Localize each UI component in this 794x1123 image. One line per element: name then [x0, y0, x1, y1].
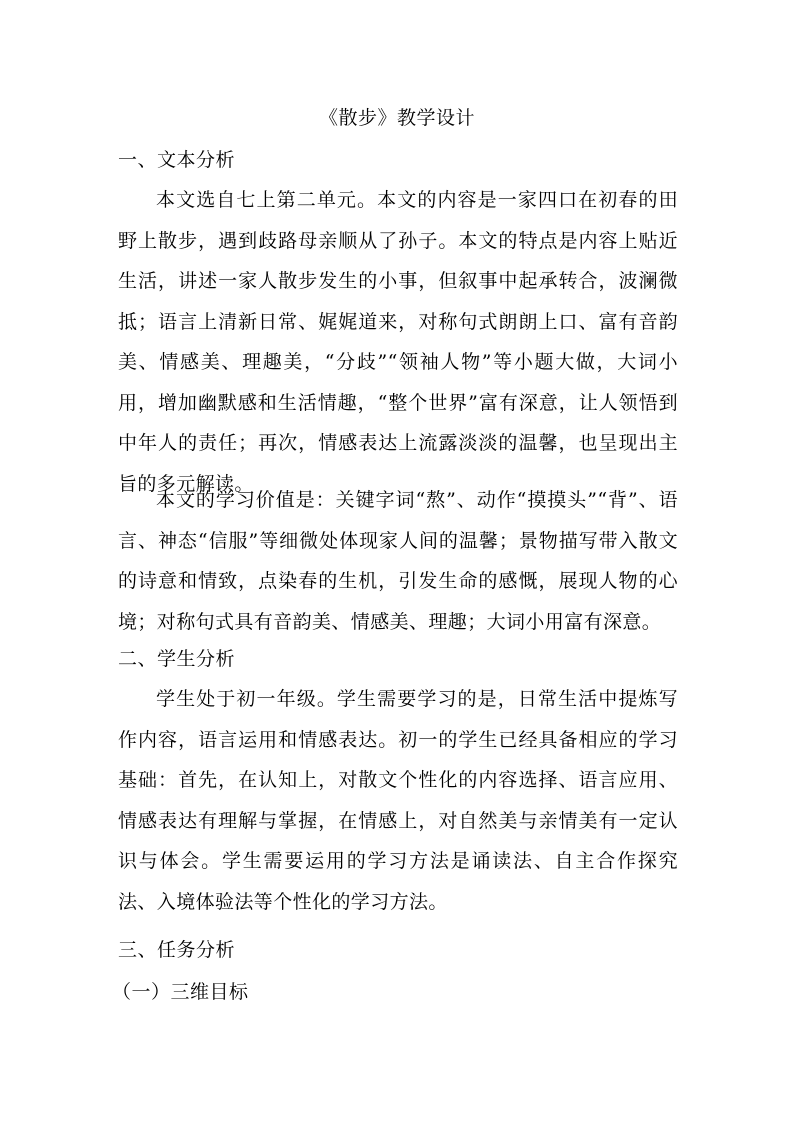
section-heading-student-analysis: 二、学生分析 [118, 648, 236, 670]
paragraph-text-analysis-content: 本文选自七上第二单元。本文的内容是一家四口在初春的田野上散步，遇到歧路母亲顺从了孙子。本文的特点是内容上贴近生活，讲述一家人散步发生的小事，但叙事中起承转合，波澜微抵；语言上清新日常、娓娓道来，对称句式朗朗上口、富有音韵美、情感美、理趣美，“分歧”“领袖人物”等小题大做，大词小用，增加幽默感和生活情趣，“整个世界”富有深意，让人领悟到中年人的责任；再次，情感表达上流露淡淡的温馨，也呈现出主旨的多元解读。 [118, 189, 678, 495]
section-heading-text-analysis: 一、文本分析 [118, 149, 236, 171]
paragraph-student-analysis: 学生处于初一年级。学生需要学习的是，日常生活中提炼写作内容，语言运用和情感表达。初一的学生已经具备相应的学习基础：首先，在认知上，对散文个性化的内容选择、语言应用、情感表达有理解与掌握，在情感上，对自然美与亲情美有一定认识与体会。学生需要运用的学习方法是诵读法、自主合作探究法、入境体验法等个性化的学习方法。 [118, 688, 678, 913]
section-heading-task-analysis: 三、任务分析 [118, 939, 236, 961]
document-title: 《散步》教学设计 [318, 107, 475, 129]
subheading-three-dimensional-goals: （一）三维目标 [112, 981, 249, 1003]
paragraph-text-analysis-value: 本文的学习价值是：关键字词“熬”、动作“摸摸头”“背”、语言、神态“信服”等细微处体现家人间的温馨；景物描写带入散文的诗意和情致，点染春的生机，引发生命的感慨，展现人物的心境；对称句式具有音韵美、情感美、理趣；大词小用富有深意。 [118, 489, 678, 633]
